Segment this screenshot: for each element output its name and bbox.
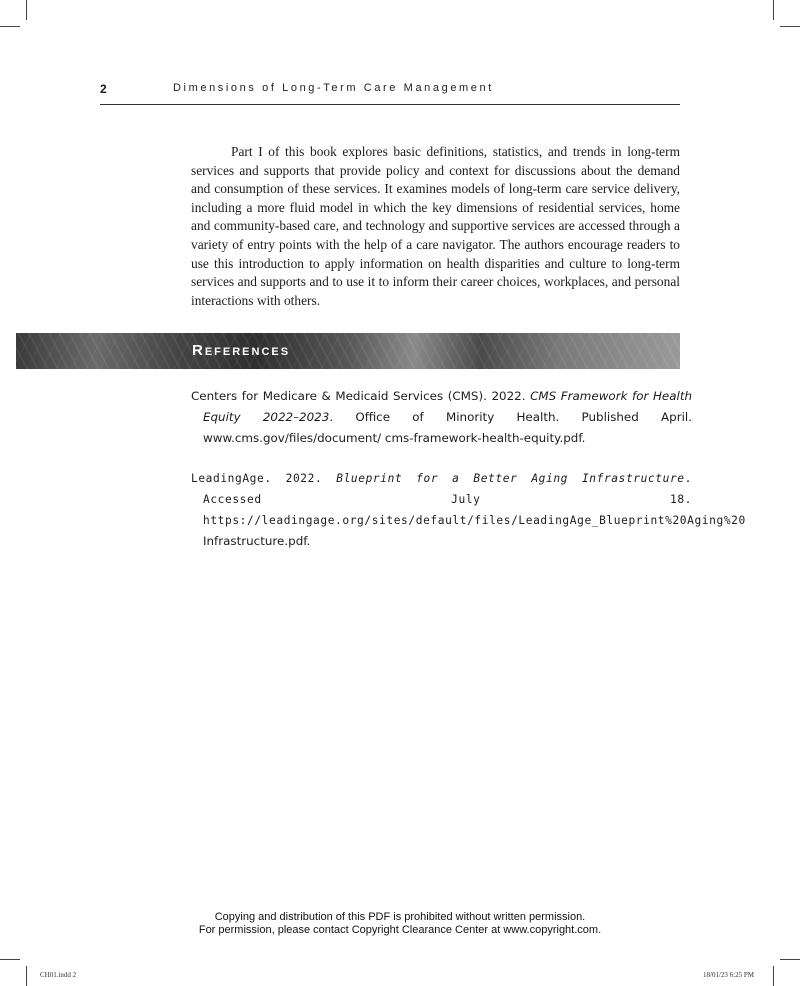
copyright-notice-line: Copying and distribution of this PDF is prohibited without written permission. (214, 911, 586, 923)
reference-title: Blueprint for a Better Aging Infrastructure (336, 472, 685, 485)
running-title: Dimensions of Long-Term Care Management (173, 82, 494, 94)
reference-url: https://leadingage.org/sites/default/files/LeadingAge_Blueprint%20Aging%20 (203, 514, 746, 527)
slug-file-name: CH01.indd 2 (40, 971, 77, 979)
copyright-notice (0, 911, 800, 937)
crop-mark-top-left-h (0, 26, 20, 27)
crop-mark-bottom-left (26, 966, 27, 986)
reference-url-end: Infrastructure.pdf. (203, 534, 311, 548)
reference-tail: . Accessed July 18. (203, 472, 692, 506)
crop-mark-top-right (773, 0, 774, 20)
running-head (100, 82, 680, 105)
crop-mark-top-right-h (780, 26, 800, 27)
reference-entry (191, 468, 746, 552)
references-heading: References (192, 342, 291, 359)
reference-entry (191, 386, 692, 449)
references-banner (16, 333, 680, 369)
crop-mark-bottom-right-h (780, 959, 800, 960)
reference-lead: LeadingAge. 2022. (191, 472, 337, 485)
reference-title: CMS Framework for Health Equity 2022–2023 (203, 389, 693, 424)
page-number: 2 (100, 82, 107, 96)
copyright-notice-line: For permission, please contact Copyright Clearance Center at www.copyright.com. (198, 924, 602, 936)
crop-mark-bottom-left-h (0, 959, 20, 960)
slug-timestamp: 18/01/23 6:25 PM (703, 971, 754, 979)
crop-mark-top-left (26, 0, 27, 20)
intro-paragraph: Part I of this book explores basic definitions, statistics, and trends in long-term services and supports that provide policy and context for discussions about the demand and consumption of these services. It examines models of long-term care service delivery, including a more fluid model in which the key dimensions of residential services, home and community-based care, and technology and supportive services are accessed through a variety of entry points with the help of a care navigator. The authors encourage readers to use this introduction to apply information on health disparities and culture to long-term services and supports and to use it to inform their career choices, workplaces, and personal interactions with others. (191, 144, 680, 308)
crop-mark-bottom-right (773, 966, 774, 986)
reference-tail: . Office of Minority Health. Published April. www.cms.gov/files/document/ cms-framework-health-equity.pdf. (203, 410, 692, 445)
reference-lead: Centers for Medicare & Medicaid Services (CMS). 2022. (191, 389, 531, 403)
